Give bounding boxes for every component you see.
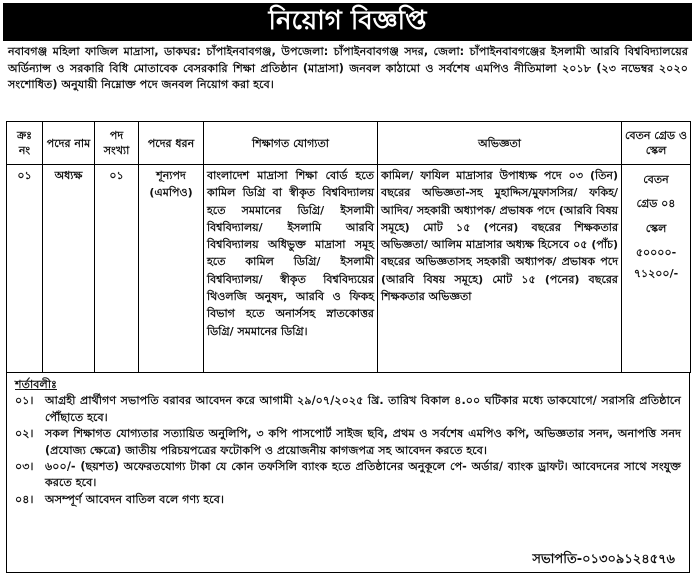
condition-number: ০২।	[15, 427, 34, 441]
header-experience: অভিজ্ঞতা	[378, 122, 622, 165]
pay-scale-max: ৭১২০০/-	[633, 267, 679, 281]
notice-title: নিয়োগ বিজ্ঞপ্তি	[3, 3, 692, 41]
table-header-row	[7, 122, 691, 165]
pay-label: বেতন	[643, 173, 669, 186]
conditions-section	[6, 373, 690, 573]
intro-paragraph: নবাবগঞ্জ মহিলা ফাজিল মাদ্রাসা, ডাকঘর: চাঁপাইনবাবগঞ্জ, উপজেলা: চাঁপাইনবাবগঞ্জ সদর, জেলা: চাঁপাইনবাবগঞ্জের ইসলামী আরবি বিশ্ববিদ্যালয়ের অর্ডিন্যান্স ও সরকারি বিধি মোতাবেক বেসরকারি শিক্ষা প্রতিষ্ঠান (মাদ্রাসা) জনবল কাঠামো ও সর্বশেষ এমপিও নীতিমালা ২০১৮ (২৩ নভেম্বর ২০২০ সংশোধিত) অনুযায়ী নিম্নোক্ত পদে জনবল নিয়োগ করা হবে।	[8, 45, 688, 91]
condition-number: ০১।	[15, 394, 34, 408]
condition-text: অসম্পূর্ণ আবেদন বাতিল বলে গণ্য হবে।	[45, 492, 225, 506]
vacancy-table	[6, 121, 691, 373]
pay-scale-min: ৫০০০০-	[635, 245, 677, 259]
cell-post-count: ০১	[95, 165, 139, 373]
cell-serial: ০১	[7, 165, 43, 373]
cell-qualification: বাংলাদেশ মাদ্রাসা শিক্ষা বোর্ড হতে কামিল ডিগ্রি বা স্বীকৃত বিশ্ববিদ্যালয় হতে সমমানের ডিগ্রি/ ইসলামী বিশ্ববিদ্যালয়/ ইসলামি আরবি বিশ্ববিদ্যালয় অধিভুক্ত মাদ্রাসা সমূহ হতে কামিল ডিগ্রি/ ইসলামী বিশ্ববিদ্যালয়/ স্বীকৃত বিশ্ববিদ্যয়ের থিওলজি অনুষদ, আরবি ও ফিকহ বিভাগ হতে অনার্সসহ স্নাতকোত্তর ডিগ্রি/ সমমানের ডিগ্রি।	[204, 165, 378, 373]
condition-text: ৬০০/- (ছয়শত) অফেরতযোগ্য টাকা যে কোন তফসিলি ব্যাংক হতে প্রতিষ্ঠানের অনুকূলে পে- অর্ডার/ ব্যাংক ড্রাফট। আবেদনের সাথে সংযুক্ত করতে হবে।	[45, 460, 681, 490]
list-item	[15, 393, 681, 426]
list-item	[15, 492, 681, 508]
list-item	[15, 426, 681, 459]
pay-grade: গ্রেড ০৪	[636, 197, 676, 211]
header-serial: ক্রঃ নং	[7, 122, 43, 165]
list-item	[15, 459, 681, 492]
header-post-type: পদের ধরন	[139, 122, 204, 165]
cell-post-type: শূন্যপদ (এমপিও)	[139, 165, 204, 373]
condition-number: ০৩।	[15, 460, 34, 474]
table-row	[7, 165, 691, 373]
header-pay-scale: বেতন গ্রেড ও স্কেল	[622, 122, 691, 165]
signature-president: সভাপতি-০১৩০৯১২৪৫৭৬	[532, 551, 675, 567]
header-post-count: পদ সংখ্যা	[95, 122, 139, 165]
condition-text: সকল শিক্ষাগত যোগ্যতার সত্যায়িত অনুলিপি, ৩ কপি পাসপোর্ট সাইজ ছবি, প্রথম ও সর্বশেষ এমপিও কপি, অভিজ্ঞতার সনদ, অনাপত্তি সনদ (প্রযোজ্য ক্ষেত্রে) জাতীয় পরিচয়পত্রের ফটোকপি ও প্রয়োজনীয় কাগজপত্র সহ আবেদন করতে হবে।	[45, 427, 681, 457]
conditions-title: শর্তাবলীঃ	[15, 378, 57, 391]
pay-scale-label: স্কেল	[645, 221, 667, 235]
cell-experience: কামিল/ ফাযিল মাদ্রাসার উপাধ্যক্ষ পদে ০৩ (তিন) বছরের অভিজ্ঞতা-সহ মুহাদ্দিস/মুফাসসির/ ফকিহ/ আদিব/ সহকারী অধ্যাপক/ প্রভাষক পদে (আরবি বিষয় সমূহে) মোট ১৫ (পনের) বছরের শিক্ষকতার অভিজ্ঞতা/ আলিম মাদ্রাসার অধ্যক্ষ হিসেবে ০৫ (পাঁচ) বছরের অভিজ্ঞতাসহ সহকারী অধ্যাপক/ প্রভাষক পদে (আরবি বিষয় সমূহে) মোট ১৫ (পনের) বছরের শিক্ষকতার অভিজ্ঞতা	[378, 165, 622, 373]
condition-text: আগ্রহী প্রার্থীগণ সভাপতি বরাবর আবেদন করে আগামী ২৯/০৭/২০২৫ খ্রি. তারিখ বিকাল ৪.০০ ঘটিকার মধ্যে ডাকযোগে/ সরাসরি প্রতিষ্ঠানে পৌঁছাতে হবে।	[45, 394, 681, 424]
header-qualification: শিক্ষাগত যোগ্যতা	[204, 122, 378, 165]
condition-number: ০৪।	[15, 492, 34, 506]
cell-post-name: অধ্যক্ষ	[43, 165, 95, 373]
cell-pay-scale	[622, 165, 691, 373]
header-post-name: পদের নাম	[43, 122, 95, 165]
